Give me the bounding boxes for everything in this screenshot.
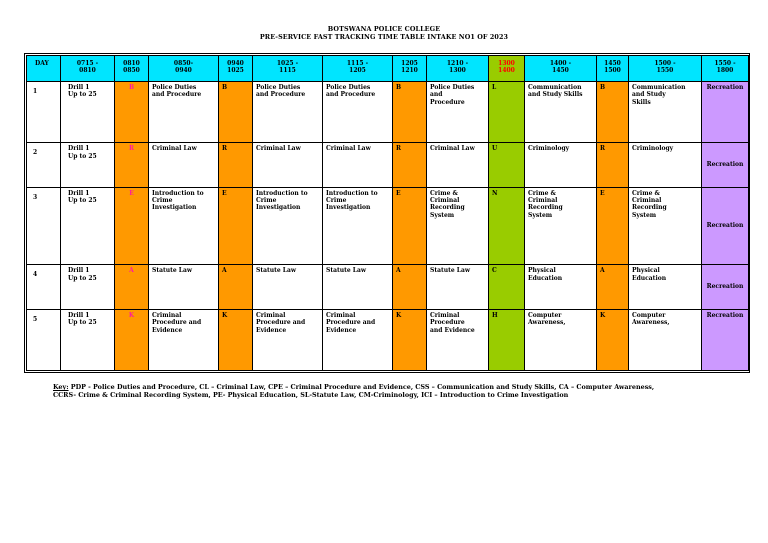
table-row (27, 187, 749, 265)
col-header-1500: 1500 - 1550 (629, 56, 702, 82)
col-header-1300: 1300 1400 (489, 56, 525, 82)
timetable-cell: Computer Awareness, (629, 309, 702, 370)
timetable-cell: E (597, 187, 629, 265)
timetable-cell: A (115, 265, 149, 309)
timetable-cell: Communication and Study Skills (525, 82, 597, 143)
timetable-cell: R (393, 143, 427, 187)
col-header-1550: 1550 - 1800 (702, 56, 749, 82)
table-row (27, 82, 749, 143)
timetable-cell: K (219, 309, 253, 370)
timetable-cell: B (393, 82, 427, 143)
recreation-cell: Recreation (702, 265, 749, 309)
college-title: BOTSWANA POLICE COLLEGE (327, 25, 441, 33)
timetable-cell: Drill 1 Up to 25 (61, 265, 115, 309)
timetable-cell: Police Duties and Procedure (427, 82, 489, 143)
day-cell: 3 (27, 187, 61, 265)
timetable-cell: A (393, 265, 427, 309)
col-header-0810: 0810 0850 (115, 56, 149, 82)
timetable-cell: H (489, 309, 525, 370)
recreation-cell: Recreation (702, 309, 749, 370)
day-cell: 4 (27, 265, 61, 309)
timetable (26, 55, 749, 371)
timetable-cell: Criminal Law (323, 143, 393, 187)
timetable-cell: Crime & Criminal Recording System (525, 187, 597, 265)
key-legend (53, 383, 733, 399)
timetable-cell: Criminal Procedure and Evidence (427, 309, 489, 370)
timetable-cell: R (219, 143, 253, 187)
col-header-1115: 1115 - 1205 (323, 56, 393, 82)
timetable-cell: Drill 1 Up to 25 (61, 82, 115, 143)
timetable-cell: A (219, 265, 253, 309)
timetable-cell: Statute Law (253, 265, 323, 309)
timetable-cell: Police Duties and Procedure (323, 82, 393, 143)
timetable-cell: Police Duties and Procedure (149, 82, 219, 143)
timetable-cell: Crime & Criminal Recording System (427, 187, 489, 265)
key-line-2: CCRS- Crime & Criminal Recording System, PE- Physical Education, SL-Statute Law, CM-Criminology, ICI – Introduction to Crime Investigation (53, 391, 569, 400)
timetable-cell: L (489, 82, 525, 143)
col-header-1205: 1205 1210 (393, 56, 427, 82)
timetable-cell: Communication and Study Skills (629, 82, 702, 143)
timetable-cell: E (115, 187, 149, 265)
key-line-1 (53, 383, 733, 391)
table-row (27, 265, 749, 309)
timetable-cell: U (489, 143, 525, 187)
timetable-frame (24, 53, 750, 373)
timetable-cell: N (489, 187, 525, 265)
key-label: Key: (53, 383, 69, 391)
col-header-0850: 0850- 0940 (149, 56, 219, 82)
timetable-cell: K (597, 309, 629, 370)
col-header-day: DAY (27, 56, 61, 82)
timetable-cell: Statute Law (427, 265, 489, 309)
col-header-0715: 0715 - 0810 (61, 56, 115, 82)
timetable-cell: B (115, 82, 149, 143)
key-text-1: PDP - Police Duties and Procedure, CL – Criminal Law, CPE – Criminal Procedure and Evidence, CSS – Communication and Study Skills, CA – Computer Awareness, (68, 383, 655, 391)
timetable-cell: Drill 1 Up to 25 (61, 143, 115, 187)
timetable-cell: Introduction to Crime Investigation (149, 187, 219, 265)
timetable-cell: E (219, 187, 253, 265)
timetable-cell: Physical Education (525, 265, 597, 309)
timetable-body (27, 82, 749, 371)
col-header-1210: 1210 - 1300 (427, 56, 489, 82)
timetable-cell: Criminology (629, 143, 702, 187)
timetable-cell: R (597, 143, 629, 187)
day-cell: 5 (27, 309, 61, 370)
recreation-cell: Recreation (702, 82, 749, 143)
timetable-cell: Statute Law (149, 265, 219, 309)
col-header-0940: 0940 1025 (219, 56, 253, 82)
timetable-cell: Criminal Procedure and Evidence (253, 309, 323, 370)
timetable-cell: Drill 1 Up to 25 (61, 187, 115, 265)
timetable-cell: Introduction to Crime Investigation (323, 187, 393, 265)
timetable-cell: Introduction to Crime Investigation (253, 187, 323, 265)
timetable-cell: Criminal Law (149, 143, 219, 187)
timetable-cell: K (115, 309, 149, 370)
timetable-cell: Crime & Criminal Recording System (629, 187, 702, 265)
timetable-cell: E (393, 187, 427, 265)
col-header-1450: 1450 1500 (597, 56, 629, 82)
timetable-cell: Police Duties and Procedure (253, 82, 323, 143)
table-row (27, 309, 749, 370)
timetable-cell: Criminal Law (427, 143, 489, 187)
timetable-cell: A (597, 265, 629, 309)
recreation-cell: Recreation (702, 143, 749, 187)
table-row (27, 143, 749, 187)
timetable-cell: Criminal Law (253, 143, 323, 187)
timetable-cell: Criminology (525, 143, 597, 187)
timetable-title: PRE-SERVICE FAST TRACKING TIME TABLE INTAKE NO1 OF 2023 (259, 33, 509, 41)
timetable-cell: B (219, 82, 253, 143)
col-header-1400: 1400 - 1450 (525, 56, 597, 82)
day-cell: 1 (27, 82, 61, 143)
timetable-cell: Drill 1 Up to 25 (61, 309, 115, 370)
col-header-1025: 1025 - 1115 (253, 56, 323, 82)
day-cell: 2 (27, 143, 61, 187)
timetable-cell: Criminal Procedure and Evidence (149, 309, 219, 370)
timetable-cell: Statute Law (323, 265, 393, 309)
timetable-cell: Physical Education (629, 265, 702, 309)
timetable-cell: B (597, 82, 629, 143)
timetable-cell: Computer Awareness, (525, 309, 597, 370)
timetable-cell: R (115, 143, 149, 187)
timetable-cell: C (489, 265, 525, 309)
recreation-cell: Recreation (702, 187, 749, 265)
timetable-cell: Criminal Procedure and Evidence (323, 309, 393, 370)
timetable-cell: K (393, 309, 427, 370)
header-row (27, 56, 749, 82)
